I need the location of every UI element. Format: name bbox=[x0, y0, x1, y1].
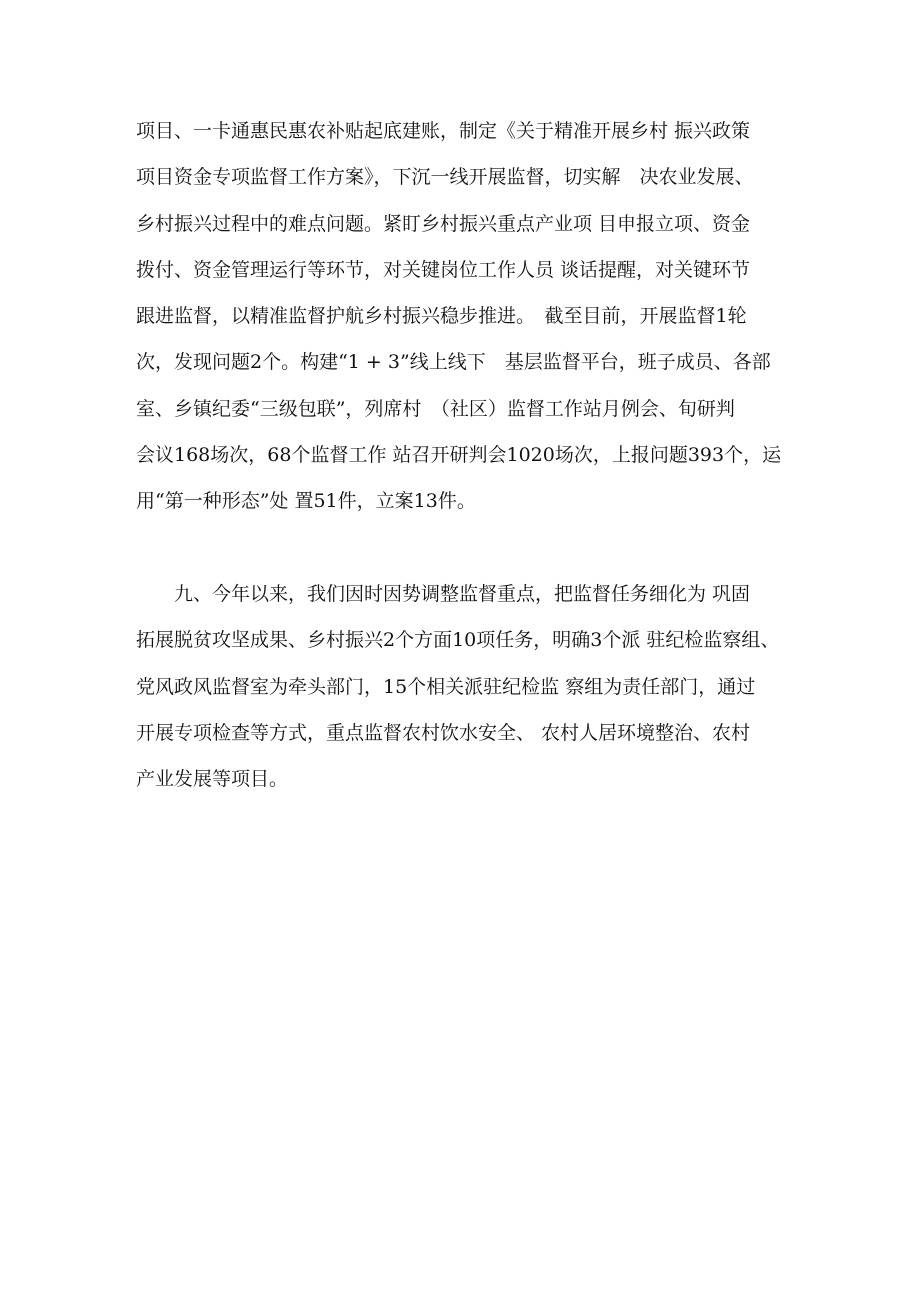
paragraph-line: 用“第一种形态”处 置51件，立案13件。 bbox=[136, 490, 476, 513]
paragraph-line: 乡村振兴过程中的难点问题。紧盯乡村振兴重点产业项 目申报立项、资金 bbox=[136, 212, 751, 235]
paragraph-line: 室、乡镇纪委“三级包联”，列席村 （社区）监督工作站月例会、旬研判 bbox=[136, 397, 735, 420]
paragraph-line: 会议168场次，68个监督工作 站召开研判会1020场次，上报问题393个，运 bbox=[136, 444, 782, 467]
paragraph-line: 拓展脱贫攻坚成果、乡村振兴2个方面10项任务，明确3个派 驻纪检监察组、 bbox=[136, 629, 780, 652]
paragraph-1 bbox=[136, 108, 796, 525]
paragraph-2 bbox=[136, 571, 796, 802]
paragraph-line: 拨付、资金管理运行等环节，对关键岗位工作人员 谈话提醒，对关键环节 bbox=[136, 258, 751, 281]
paragraph-line: 项目、一卡通惠民惠农补贴起底建账，制定《关于精准开展乡村 振兴政策 bbox=[136, 120, 751, 142]
paragraph-line: 产业发展等项目。 bbox=[136, 768, 289, 791]
paragraph-line: 次，发现问题2个。构建“1 + 3”线上线下 基层监督平台，班子成员、各部 bbox=[136, 351, 771, 374]
paragraph-line: 跟进监督，以精准监督护航乡村振兴稳步推进。 截至目前，开展监督1轮 bbox=[136, 305, 747, 328]
paragraph-line: 九、今年以来，我们因时因势调整监督重点，把监督任务细化为 巩固 bbox=[136, 583, 751, 605]
paragraph-line: 项目资金专项监督工作方案》，下沉一线开展监督，切实解 决农业发展、 bbox=[136, 166, 754, 189]
paragraph-line: 党风政风监督室为牵头部门，15个相关派驻纪检监 察组为责任部门，通过 bbox=[136, 675, 756, 698]
paragraph-line: 开展专项检查等方式，重点监督农村饮水安全、 农村人居环境整治、农村 bbox=[136, 721, 751, 744]
